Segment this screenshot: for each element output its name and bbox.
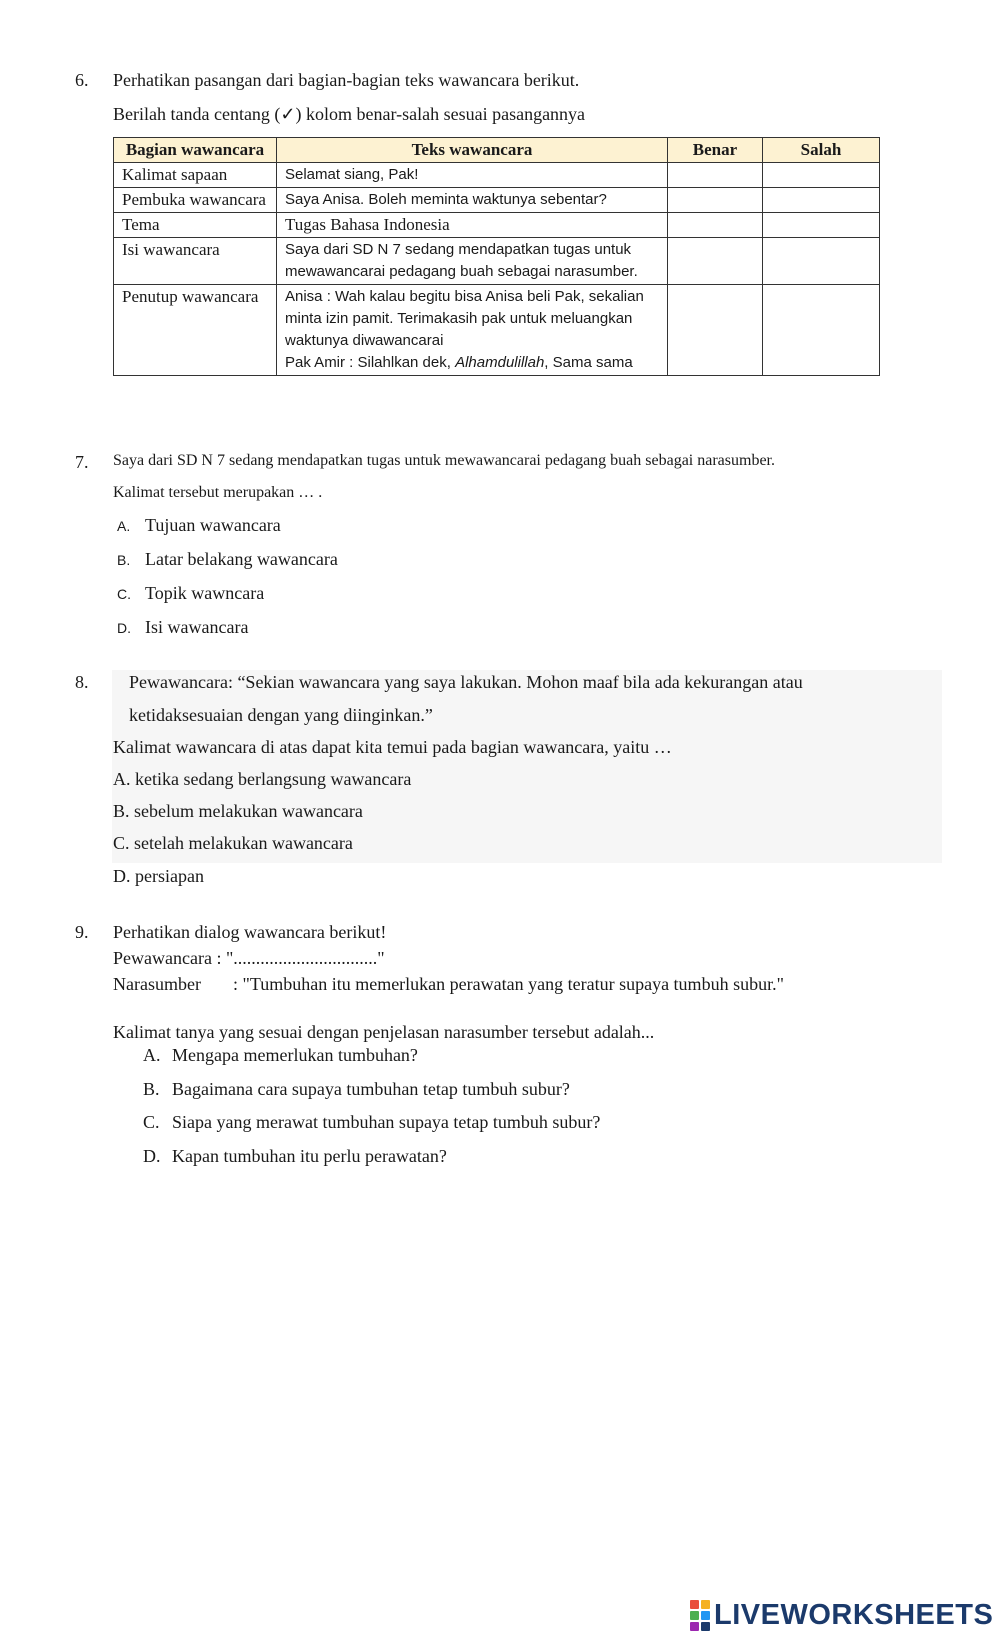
row-text: Selamat siang, Pak! <box>277 163 668 188</box>
benar-cell[interactable] <box>668 285 763 376</box>
header-bagian: Bagian wawancara <box>114 138 277 163</box>
q9-narasumber-label: Narasumber <box>113 974 201 994</box>
option-letter: B. <box>117 552 131 568</box>
table-row <box>114 285 880 376</box>
header-teks: Teks wawancara <box>277 138 668 163</box>
option-letter: C. <box>143 1112 160 1132</box>
header-salah: Salah <box>763 138 880 163</box>
q6-instruction: Perhatikan pasangan dari bagian-bagian teks wawancara berikut. <box>113 70 580 90</box>
q6-subinstruction: Berilah tanda centang (✓) kolom benar-salah sesuai pasangannya <box>113 104 586 124</box>
q7-option-b[interactable] <box>117 549 338 570</box>
option-text: Siapa yang merawat tumbuhan supaya tetap tumbuh subur? <box>172 1112 601 1132</box>
table-row <box>114 188 880 213</box>
q7-question: Kalimat tersebut merupakan … . <box>113 484 323 501</box>
q9-interviewer-line: Pewawancara : "................................" <box>113 948 385 968</box>
q8-question: Kalimat wawancara di atas dapat kita temui pada bagian wawancara, yaitu … <box>113 737 672 757</box>
row-part: Penutup wawancara <box>114 285 277 376</box>
q9-option-a[interactable] <box>143 1045 418 1066</box>
table-row <box>114 163 880 188</box>
q9-instruction: Perhatikan dialog wawancara berikut! <box>113 922 387 942</box>
salah-cell[interactable] <box>763 188 880 213</box>
option-text: Bagaimana cara supaya tumbuhan tetap tumbuh subur? <box>172 1079 570 1099</box>
row-text-second-italic: Alhamdulillah <box>455 354 545 371</box>
option-letter: C. <box>117 586 131 602</box>
option-text: Tujuan wawancara <box>145 515 281 535</box>
row-text-second-pre: Pak Amir : Silahlkan dek, <box>285 354 456 371</box>
logo-mark-icon <box>690 1600 710 1631</box>
salah-cell[interactable] <box>763 163 880 188</box>
row-text: Saya Anisa. Boleh meminta waktunya sebentar? <box>277 188 668 213</box>
q9-option-c[interactable] <box>143 1112 600 1133</box>
option-text: Isi wawancara <box>145 617 249 637</box>
q7-option-a[interactable] <box>117 515 281 536</box>
row-text: Anisa : Wah kalau begitu bisa Anisa beli Pak, sekalian minta izin pamit. Terimakasih pak untuk meluangkan waktunya diwawancarai <box>285 288 644 349</box>
option-text: Latar belakang wawancara <box>145 549 338 569</box>
option-letter: A. <box>143 1045 161 1065</box>
salah-cell[interactable] <box>763 285 880 376</box>
benar-cell[interactable] <box>668 188 763 213</box>
row-text-second <box>285 352 659 374</box>
q9-option-d[interactable] <box>143 1146 447 1167</box>
liveworksheets-logo <box>690 1598 993 1632</box>
option-text: Mengapa memerlukan tumbuhan? <box>172 1045 418 1065</box>
salah-cell[interactable] <box>763 238 880 285</box>
q9-option-b[interactable] <box>143 1079 570 1100</box>
option-letter: B. <box>143 1079 160 1099</box>
logo-text: LIVEWORKSHEETS <box>714 1598 994 1631</box>
option-letter: D. <box>143 1146 161 1166</box>
row-text-block <box>277 285 668 376</box>
row-text: Saya dari SD N 7 sedang mendapatkan tugas untuk mewawancarai pedagang buah sebagai narasumber. <box>277 238 668 285</box>
option-text: Topik wawncara <box>145 583 265 603</box>
row-text: Tugas Bahasa Indonesia <box>277 213 668 238</box>
q8-option-b[interactable]: B. sebelum melakukan wawancara <box>113 801 363 821</box>
row-part: Isi wawancara <box>114 238 277 285</box>
row-text-second-post: , Sama sama <box>544 354 633 371</box>
q8-option-d[interactable]: D. persiapan <box>113 866 204 886</box>
row-part: Kalimat sapaan <box>114 163 277 188</box>
benar-cell[interactable] <box>668 163 763 188</box>
q9-number: 9. <box>75 922 89 942</box>
table-row <box>114 213 880 238</box>
q9-question: Kalimat tanya yang sesuai dengan penjelasan narasumber tersebut adalah... <box>113 1022 655 1042</box>
q6-table <box>113 137 880 376</box>
header-benar: Benar <box>668 138 763 163</box>
q8-quote-line1: Pewawancara: “Sekian wawancara yang saya lakukan. Mohon maaf bila ada kekurangan atau <box>129 672 803 692</box>
row-part: Tema <box>114 213 277 238</box>
benar-cell[interactable] <box>668 238 763 285</box>
benar-cell[interactable] <box>668 213 763 238</box>
q8-number: 8. <box>75 672 89 692</box>
option-letter: A. <box>117 518 131 534</box>
row-part: Pembuka wawancara <box>114 188 277 213</box>
q6-number: 6. <box>75 70 89 90</box>
salah-cell[interactable] <box>763 213 880 238</box>
q8-option-c[interactable]: C. setelah melakukan wawancara <box>113 833 353 853</box>
table-header-row <box>114 138 880 163</box>
q7-statement: Saya dari SD N 7 sedang mendapatkan tugas untuk mewawancarai pedagang buah sebagai narasumber. <box>113 452 775 469</box>
q8-option-a[interactable]: A. ketika sedang berlangsung wawancara <box>113 769 412 789</box>
q8-quote-line2: ketidaksesuaian dengan yang diinginkan.” <box>129 705 433 725</box>
q7-option-d[interactable] <box>117 617 248 638</box>
option-text: Kapan tumbuhan itu perlu perawatan? <box>172 1146 447 1166</box>
table-row <box>114 238 880 285</box>
option-letter: D. <box>117 620 131 636</box>
q7-number: 7. <box>75 452 89 472</box>
q7-option-c[interactable] <box>117 583 264 604</box>
q9-narasumber-text: : "Tumbuhan itu memerlukan perawatan yang teratur supaya tumbuh subur." <box>233 974 784 994</box>
